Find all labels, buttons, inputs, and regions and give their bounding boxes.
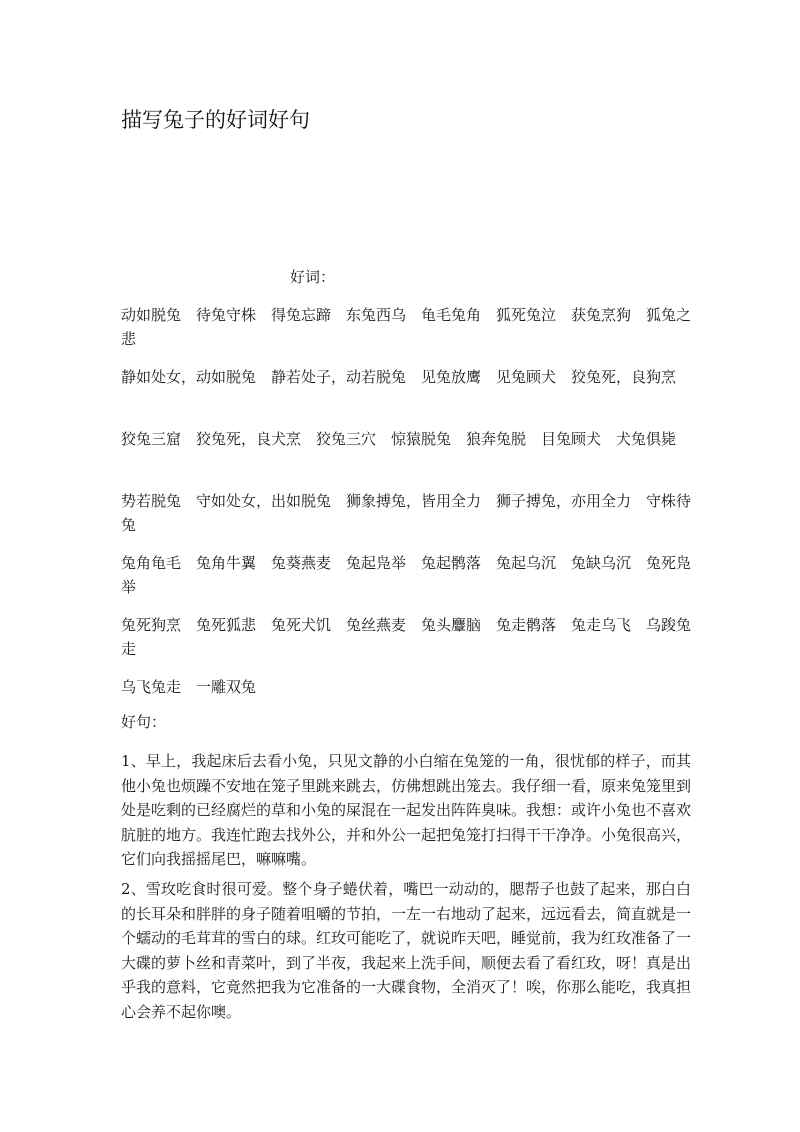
word-line: 乌飞兔走 一雕双兔 — [121, 678, 257, 696]
word-line: 兔死狗烹 兔死狐悲 兔死犬饥 兔丝燕麦 兔头麞脑 兔走鹘落 兔走乌飞 乌踆兔走 — [121, 616, 692, 658]
word-line: 兔角龟毛 兔角牛翼 兔葵燕麦 兔起凫举 兔起鹘落 兔起乌沉 兔缺乌沉 兔死凫举 — [121, 554, 692, 596]
sentence-paragraph: 1、早上，我起床后去看小兔，只见文静的小白缩在兔笼的一角，很忧郁的样子，而其他小兔也烦躁不安地在笼子里跳来跳去，仿佛想跳出笼去。我仔细一看，原来兔笼里到处是吃剩的已经腐烂的草和小兔的屎混在一起发出阵阵臭味。我想：或许小兔也不喜欢肮脏的地方。我连忙跑去找外公，并和外公一起把兔笼打扫得干干净净。小兔很高兴，它们向我摇摇尾巴，嘛嘛嘴。 — [121, 752, 692, 868]
sentence-paragraph: 2、雪玫吃食时很可爱。整个身子蜷伏着，嘴巴一动动的，腮帮子也鼓了起来，那白白的长耳朵和胖胖的身子随着咀嚼的节拍，一左一右地动了起来，远远看去，简直就是一个蠕动的毛茸茸的雪白的球。红玫可能吃了，就说昨天吧，睡觉前，我为红玫准备了一大碟的萝卜丝和青菜叶，到了半夜，我起来上洗手间，顺便去看了看红玫，呀！真是出乎我的意料，它竟然把我为它准备的一大碟食物，全消灭了！唉，你那么能吃，我真担心会养不起你噢。 — [121, 880, 692, 1021]
word-line: 势若脱兔 守如处女，出如脱兔 狮象搏兔，皆用全力 狮子搏兔，亦用全力 守株待兔 — [121, 492, 692, 534]
word-line: 静如处女，动如脱兔 静若处子，动若脱兔 见兔放鹰 见兔顾犬 狡兔死，良狗烹 — [121, 368, 677, 386]
sentences-heading: 好句： — [121, 713, 167, 731]
word-line: 狡兔三窟 狡兔死，良犬烹 狡兔三穴 惊猿脱兔 狼奔兔脱 目兔顾犬 犬兔俱毙 — [121, 430, 677, 448]
document-title: 描写兔子的好词好句 — [121, 108, 310, 132]
word-line: 动如脱兔 待兔守株 得兔忘蹄 东兔西乌 龟毛兔角 狐死兔泣 获兔烹狗 狐兔之悲 — [121, 306, 692, 348]
words-heading: 好词： — [290, 268, 336, 286]
